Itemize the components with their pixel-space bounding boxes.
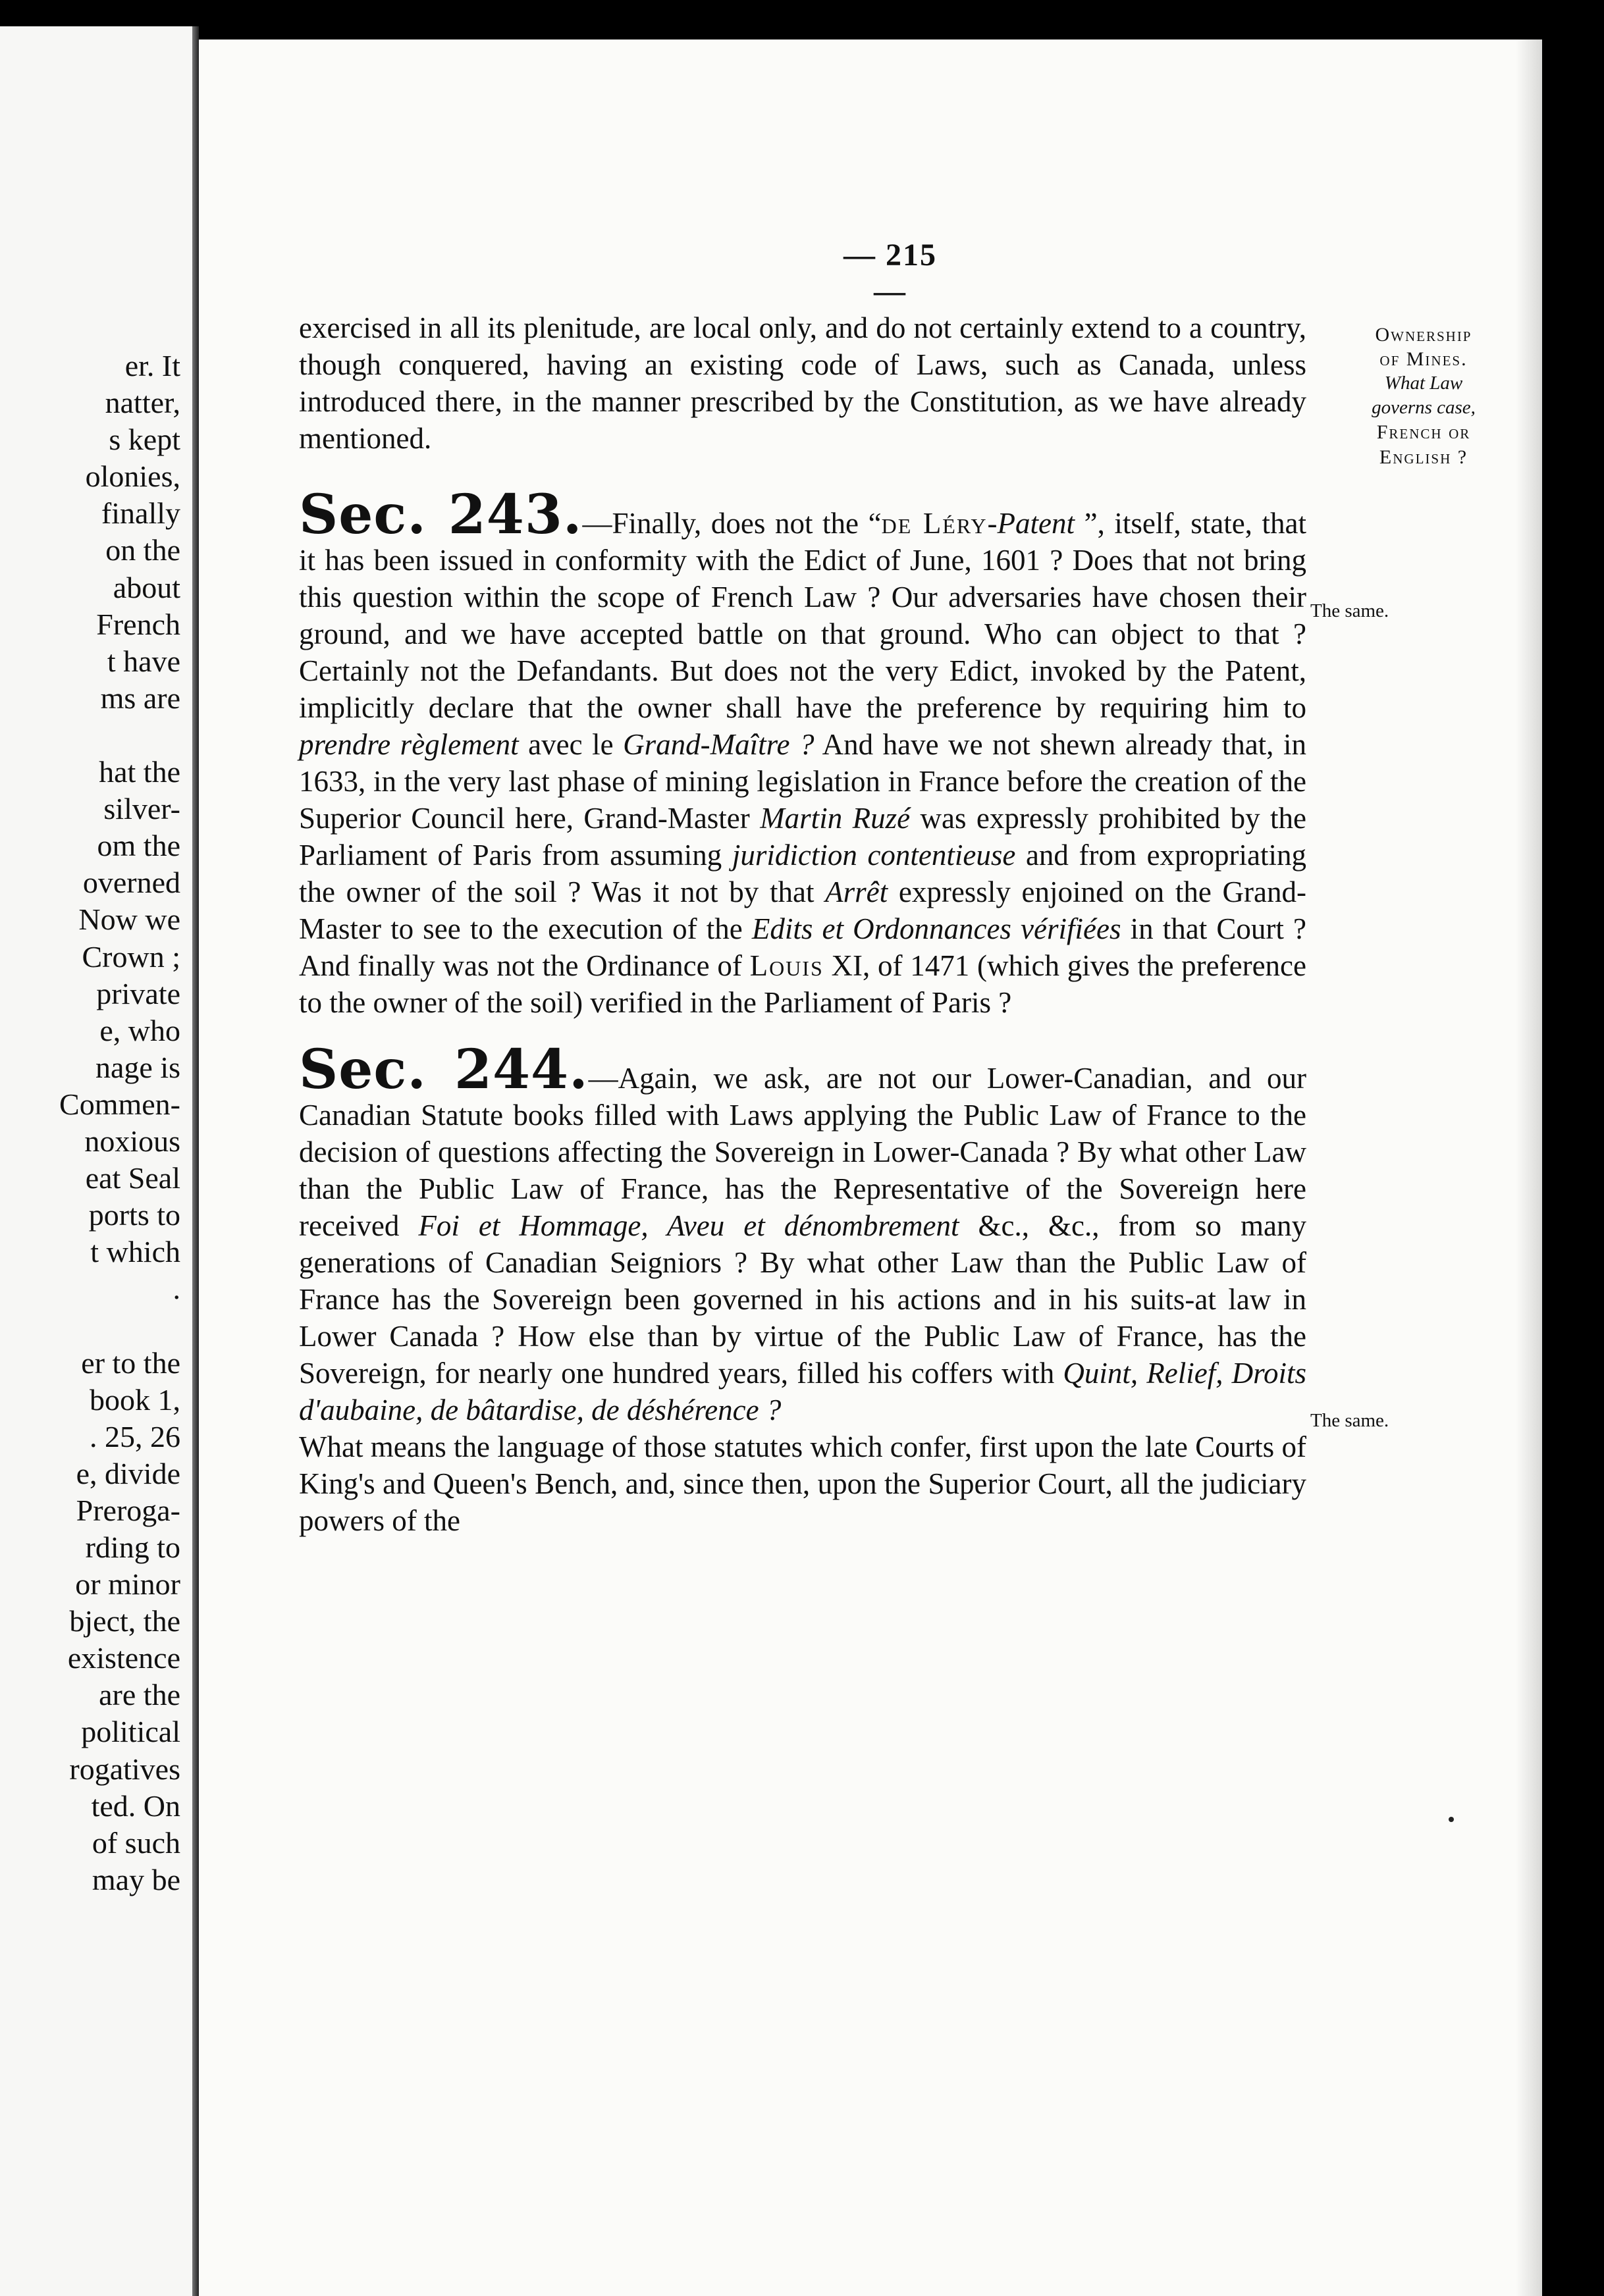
facing-page-line: finally [101, 496, 180, 531]
facing-page-line: . [173, 1272, 180, 1306]
margin-note-ownership [1312, 323, 1536, 469]
facing-page-line: may be [92, 1862, 180, 1896]
facing-page-line: . 25, 26 [90, 1419, 180, 1453]
facing-page-text [59, 348, 180, 1898]
facing-page-line: book 1, [90, 1382, 180, 1417]
section-text-italic: Grand-Maître ? [623, 728, 815, 761]
section-text-italic: Martin Ruzé [760, 802, 911, 835]
section-continuation: What means the language of those statutes which confer, first upon the late Courts of King's and Queen's Bench, and, since then, upon the Superior Court, all the judiciary powers of the [299, 1430, 1306, 1537]
section-text: - [987, 507, 998, 540]
section-text-italic: Foi et Hommage, Aveu et dénombrement [418, 1209, 959, 1242]
facing-page-line: ms are [100, 681, 180, 715]
margin-note-line: governs case, [1372, 397, 1476, 418]
section-text-italic: prendre règlement [299, 728, 519, 761]
facing-page-line: eat Seal [85, 1161, 180, 1195]
section-text-name: Louis [749, 949, 824, 982]
facing-page-line: noxious [84, 1124, 180, 1158]
facing-page-line: er to the [81, 1345, 180, 1380]
facing-page-line: are the [99, 1678, 180, 1712]
facing-page-line: olonies, [85, 459, 180, 494]
page-body [299, 309, 1306, 1539]
section-text-italic: juridiction contentieuse [732, 839, 1016, 872]
opening-paragraph: exercised in all its plenitude, are local only, and do not certainly extend to a country, though conquered, having an existing code of Laws, such as Canada, unless introduced there, in the manner prescribed by the Constitution, as we have already mentioned. [299, 311, 1306, 455]
facing-page-line: existence [67, 1641, 180, 1675]
facing-page-line: ted. On [91, 1788, 180, 1823]
facing-page-line: about [113, 570, 180, 604]
section-text: expressly enjoined on the Grand-Master to see to the execution of the [299, 875, 1306, 945]
section-text: And have we not shewn already that, in 1633, in the very last phase of mining legislation in France before the creation of the Superior Council here, Grand-Master [299, 728, 1306, 835]
section-text-italic: Quint, Relief, Droits d'aubaine, de bâtardise, de déshérence ? [299, 1357, 1306, 1426]
facing-page-line [59, 1307, 180, 1344]
facing-page-line: silver- [103, 792, 180, 826]
facing-page-line: t which [90, 1235, 180, 1269]
facing-page-line: er. It [124, 349, 180, 382]
page-number: — 215 — [843, 238, 937, 309]
section-text-italic: Arrêt [825, 875, 888, 908]
section-text: XI, of 1471 (which gives the preference to the owner of the soil) verified in the Parliament of Paris ? [299, 949, 1306, 1019]
section-text: avec le [518, 728, 624, 761]
section-text-name: de Léry [881, 507, 988, 540]
facing-page-line: Now we [78, 902, 180, 937]
margin-note-same-1: The same. [1310, 600, 1389, 621]
section-text: was expressly prohibited by the Parliament of Paris from assuming [299, 802, 1306, 872]
facing-page-line: of such [92, 1825, 180, 1860]
facing-page-line: Preroga- [76, 1493, 180, 1527]
section-heading: Sec. 243. [299, 483, 583, 546]
facing-page-line: e, who [99, 1013, 180, 1047]
facing-page-line: rding to [85, 1530, 180, 1564]
facing-page-line: hat the [99, 755, 180, 789]
facing-page-line: Crown ; [82, 939, 180, 974]
facing-page-line: e, divide [76, 1456, 180, 1490]
facing-page-line: overned [82, 866, 180, 900]
facing-page-line: ports to [88, 1198, 180, 1232]
facing-page-line: on the [105, 533, 180, 567]
margin-note-line: Ownership [1375, 324, 1472, 346]
facing-page-line: bject, the [69, 1604, 180, 1638]
facing-page-line: s kept [109, 423, 180, 457]
section-text: in that Court ? And finally was not the Ordinance of [299, 912, 1306, 982]
book-gutter [192, 26, 199, 2296]
margin-note-text: French or [1376, 421, 1471, 443]
facing-page-line: rogatives [69, 1752, 180, 1786]
section-text: —Again, we ask, are not our Lower-Canadian, and our Canadian Statute books filled with Laws applying the Public Law of France to the decision of questions affecting the Sovereign in Lower-Canada ? By what other Law than the Public Law of France, has the Representative of the Sovereign here received [299, 1062, 1306, 1242]
book-page [199, 39, 1542, 2296]
facing-page-line: nage is [95, 1050, 180, 1084]
section-text: —Finally, does not the “ [582, 507, 882, 540]
section-text: and from expropriating the owner of the soil ? Was it not by that [299, 839, 1306, 908]
facing-page-line: political [81, 1715, 180, 1749]
section-text-italic: Edits et Ordonnances vérifiées [751, 912, 1121, 945]
margin-note-line: English ? [1379, 446, 1468, 468]
facing-page-line: om the [97, 829, 180, 863]
section-text: ”, itself, state, that it has been issued in conformity with the Edict of June, 1601 ? Does that not bring this question within the scope of French Law ? Our adversaries have chosen their ground, and we have accepted battle on that ground. Who can object to that ? Certainly not the Defandants. But does not the very Edict, invoked by the Patent, implicitly declare that the owner shall have the preference by requiring him to [299, 507, 1306, 724]
section-243 [299, 483, 1306, 1021]
facing-page-line: private [96, 976, 180, 1010]
section-heading: Sec. 244. [299, 1038, 589, 1101]
margin-note-same-2: The same. [1310, 1410, 1389, 1431]
ink-speck [1449, 1817, 1454, 1822]
margin-note-line: What Law [1384, 373, 1463, 394]
section-text-italic: Patent [997, 507, 1075, 540]
facing-page-line: French [96, 607, 180, 641]
facing-page [0, 26, 192, 2296]
facing-page-line: or minor [75, 1567, 180, 1602]
section-text: &c., &c., from so many generations of Canadian Seigniors ? By what other Law than the Public Law of France has the Sovereign been governed in his actions and in his suits-at law in Lower Canada ? How else than by virtue of the Public Law of France, has the Sovereign, for nearly one hundred years, filled his coffers with [299, 1209, 1307, 1390]
facing-page-line: Commen- [59, 1087, 180, 1121]
facing-page-line [59, 717, 180, 754]
facing-page-line: t have [107, 644, 180, 678]
margin-note-line: of Mines. [1379, 348, 1468, 370]
facing-page-line: natter, [105, 386, 180, 420]
margin-note-line [1312, 420, 1536, 445]
section-244 [299, 1038, 1307, 1539]
